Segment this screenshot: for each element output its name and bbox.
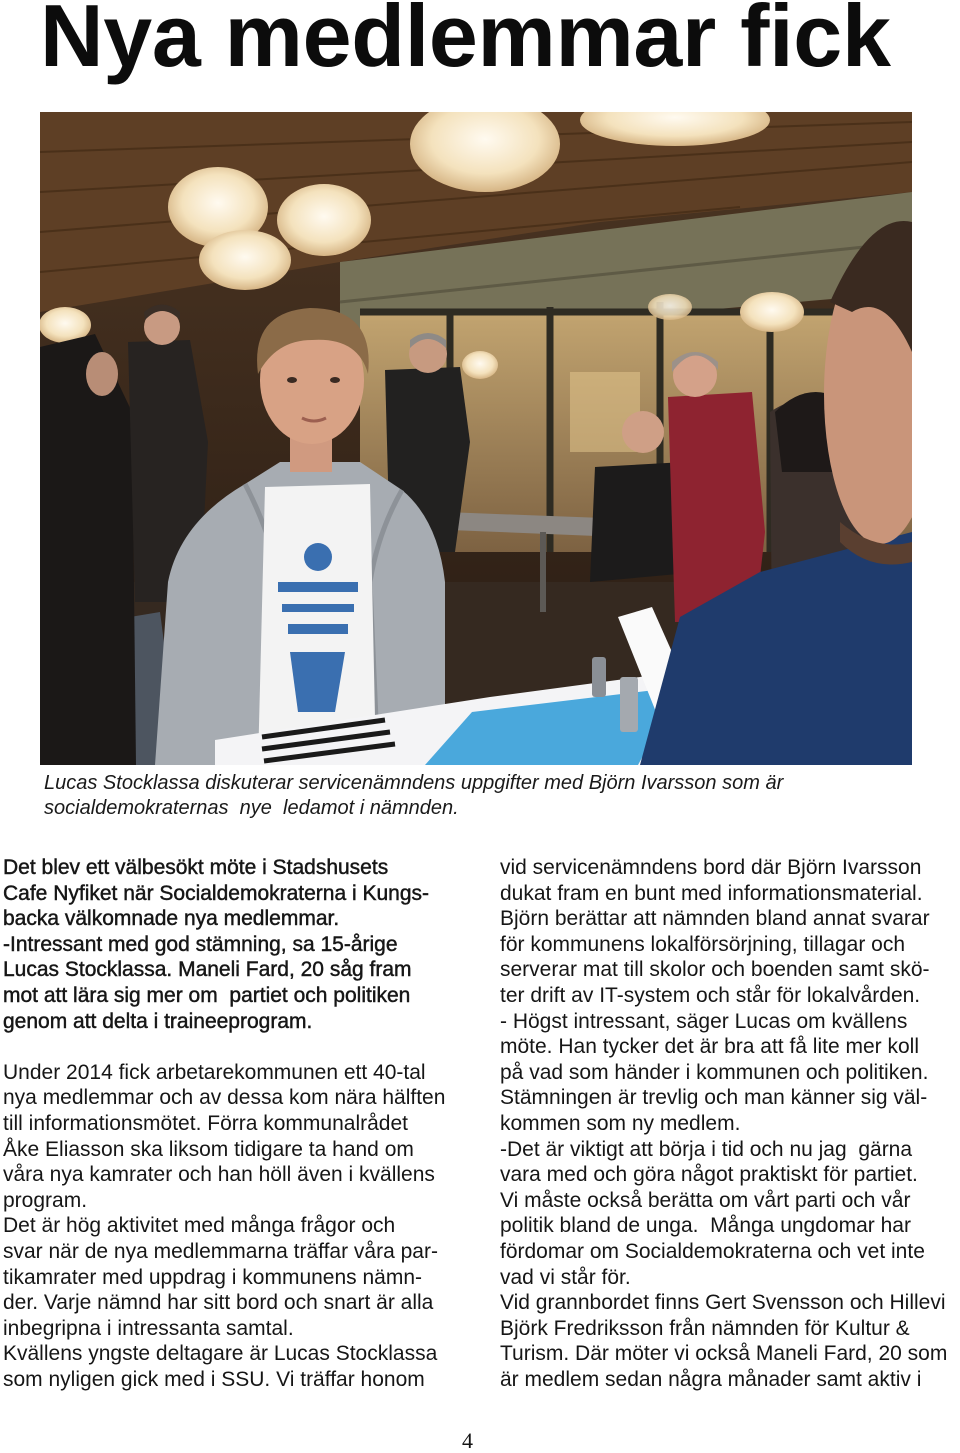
text-line: backa välkomnade nya medlemmar. <box>3 907 340 931</box>
text-line: Det är hög aktivitet med många frågor och <box>3 1214 396 1238</box>
ceiling-lamp <box>277 184 371 256</box>
text-line: till informationsmötet. Förra kommunalrådet <box>3 1111 408 1135</box>
text-line: för kommunens lokalförsörjning, tillagar och <box>500 932 906 956</box>
lead-paragraph <box>3 855 445 1034</box>
text-line: -Intressant med god stämning, sa 15-årige <box>3 932 398 956</box>
text-line: vara med och göra något praktiskt för partiet. <box>500 1163 918 1187</box>
text-line: -Det är viktigt att börja i tid och nu jag gärna <box>500 1137 913 1161</box>
caption-line: socialdemokraternas nye ledamot i nämnden. <box>44 797 459 819</box>
text-line: politik bland de unga. Många ungdomar har <box>500 1214 911 1238</box>
text-line: dukat fram en bunt med informationsmaterial. <box>500 881 923 905</box>
text-line: Kvällens yngste deltagare är Lucas Stocklassa <box>3 1342 438 1366</box>
text-line: Björk Fredriksson från nämnden för Kultur & <box>500 1316 910 1340</box>
ceiling-lamp <box>462 351 498 379</box>
text-line: Lucas Stocklassa. Maneli Fard, 20 såg fram <box>3 958 412 982</box>
text-line: är medlem sedan några månader samt aktiv i <box>500 1367 922 1391</box>
article-photo <box>40 112 912 765</box>
article-column-left <box>3 855 445 1392</box>
photo-caption <box>44 771 783 821</box>
pepper-shaker <box>620 677 638 732</box>
text-line: nya medlemmar och av dessa kom nära hälften <box>3 1086 446 1110</box>
page-number: 4 <box>462 1428 473 1453</box>
text-line: ter drift av IT-system och står för lokalvården. <box>500 983 921 1007</box>
text-line: der. Varje nämnd har sitt bord och snart är alla <box>3 1291 434 1315</box>
text-line: Björn berättar att nämnden bland annat svarar <box>500 907 930 931</box>
body-paragraphs <box>3 1060 445 1393</box>
text-line: inbegripna i intressanta samtal. <box>3 1316 294 1340</box>
text-line: Vi måste också berätta om vårt parti och vår <box>500 1188 911 1212</box>
text-line: Stämningen är trevlig och man känner sig väl- <box>500 1086 928 1110</box>
text-line: Under 2014 fick arbetarekommunen ett 40-tal <box>3 1060 426 1084</box>
article-column-right <box>500 855 947 1392</box>
text-line: - Högst intressant, säger Lucas om kvällens <box>500 1009 908 1033</box>
caption-line: Lucas Stocklassa diskuterar servicenämndens uppgifter med Björn Ivarsson som är <box>44 772 784 794</box>
text-line: kommen som ny medlem. <box>500 1111 741 1135</box>
text-line: som nyligen gick med i SSU. Vi träffar honom <box>3 1367 425 1391</box>
text-line: mot att lära sig mer om partiet och politiken <box>3 983 411 1007</box>
salt-shaker <box>592 657 606 697</box>
text-line: Cafe Nyfiket när Socialdemokraterna i Kungs- <box>3 881 430 905</box>
text-line: Vid grannbordet finns Gert Svensson och Hillevi <box>500 1291 946 1315</box>
text-line: Det blev ett välbesökt möte i Stadshusets <box>3 856 389 879</box>
text-line: svar när de nya medlemmarna träffar våra par- <box>3 1239 438 1263</box>
ceiling-lamp <box>740 292 804 332</box>
headline: Nya medlemmar fick <box>40 0 891 85</box>
text-line: möte. Han tycker det är bra att få lite mer koll <box>500 1035 919 1059</box>
person-left-woman <box>40 334 136 765</box>
paragraph-gap <box>3 1034 445 1060</box>
text-line: på vad som händer i kommunen och politiken. <box>500 1060 929 1084</box>
text-line: fördomar om Socialdemokraterna och vet inte <box>500 1239 925 1263</box>
text-line: våra nya kamrater och han höll även i kvällens <box>3 1163 435 1187</box>
text-line: Turism. Där möter vi också Maneli Fard, 20 som <box>500 1342 948 1366</box>
text-line: serverar mat till skolor och boenden samt skö- <box>500 958 930 982</box>
text-line: program. <box>3 1188 88 1212</box>
text-line: Åke Eliasson ska liksom tidigare ta hand om <box>3 1137 414 1161</box>
text-line: vid servicenämndens bord där Björn Ivarsson <box>500 856 922 879</box>
text-line: tikamrater med uppdrag i kommunens nämn- <box>3 1265 423 1289</box>
ceiling-lamp <box>648 294 692 320</box>
text-line: genom att delta i traineeprogram. <box>3 1009 313 1033</box>
ceiling-lamp <box>199 230 291 290</box>
text-line: vad vi står för. <box>500 1265 631 1289</box>
